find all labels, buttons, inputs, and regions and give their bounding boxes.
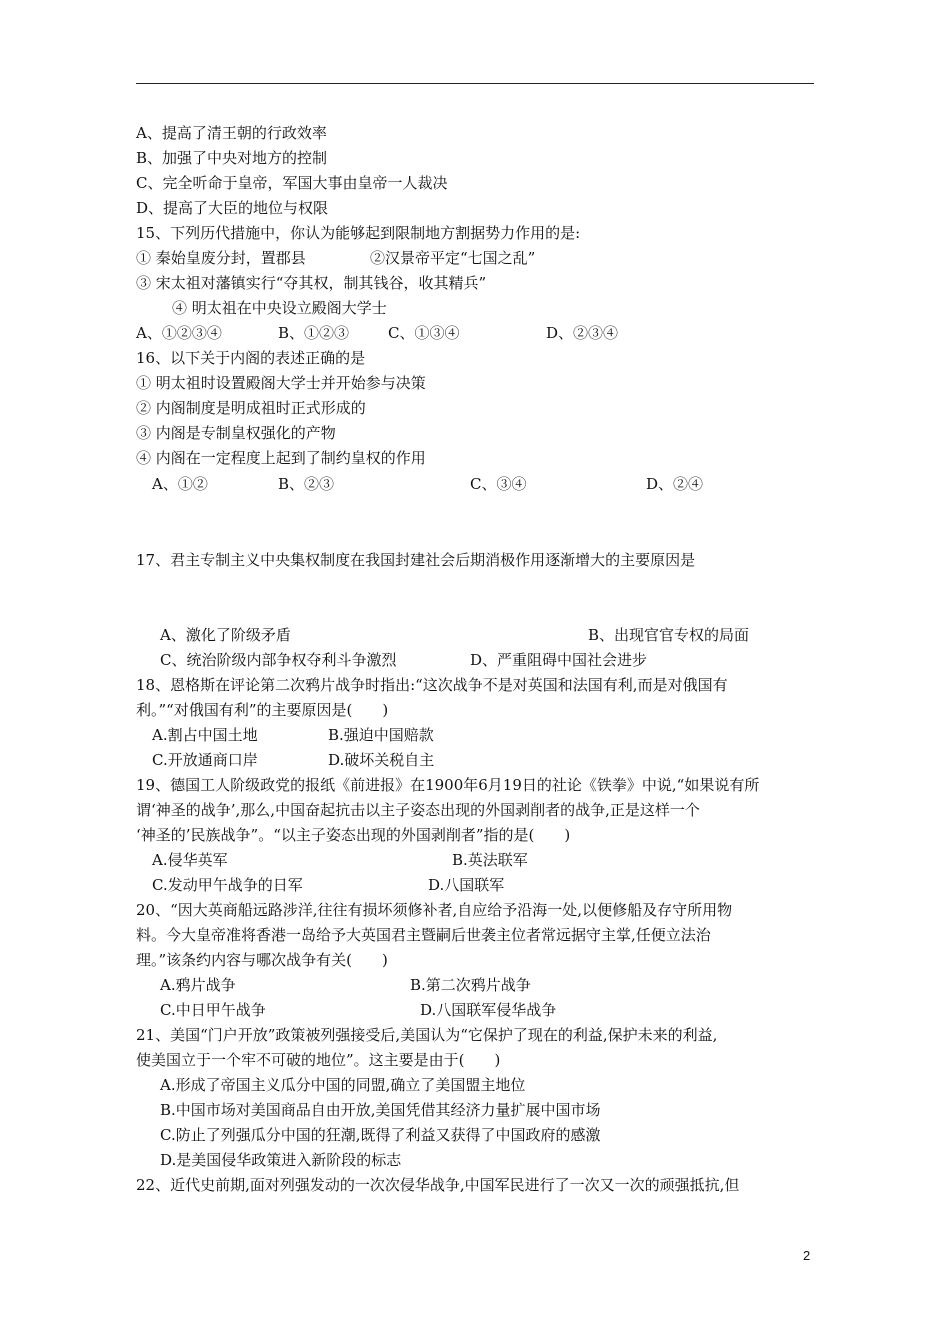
q18-option-d: D.破坏关税自主 <box>328 751 435 769</box>
q15-item-2: ②汉景帝平定“七国之乱” <box>370 249 536 267</box>
q21-option-c: C.防止了列强瓜分中国的狂潮,既得了利益又获得了中国政府的感激 <box>160 1126 601 1144</box>
q18-stem-line-1: 18、恩格斯在评论第二次鸦片战争时指出:“这次战争不是对英国和法国有利,而是对俄国有 <box>136 676 728 694</box>
q19-stem-line-1: 19、德国工人阶级政党的报纸《前进报》在1900年6月19日的社论《铁拳》中说,“如果说有所 <box>136 776 760 794</box>
q17-stem: 17、君主专制主义中央集权制度在我国封建社会后期消极作用逐渐增大的主要原因是 <box>136 551 696 569</box>
q21-stem-line-1: 21、美国“门户开放”政策被列强接受后,美国认为“它保护了现在的利益,保护未来的利益, <box>136 1026 718 1044</box>
q14-option-b: B、加强了中央对地方的控制 <box>136 149 328 167</box>
q18-stem-line-2: 利。”“对俄国有利”的主要原因是( ) <box>136 701 389 719</box>
q20-option-b: B.第二次鸦片战争 <box>410 976 531 994</box>
q17-option-b: B、出现官官专权的局面 <box>588 626 750 644</box>
q16-item-1: ① 明太祖时设置殿阁大学士并开始参与决策 <box>136 374 426 392</box>
q19-option-c: C.发动甲午战争的日军 <box>152 876 303 894</box>
q18-option-a: A.割占中国土地 <box>152 726 258 744</box>
q16-option-c: C、③④ <box>470 475 527 493</box>
q15-item-3: ③ 宋太祖对藩镇实行“夺其权，制其钱谷，收其精兵” <box>136 274 487 292</box>
q16-item-3: ③ 内阁是专制皇权强化的产物 <box>136 424 336 442</box>
q20-stem-line-1: 20、“因大英商船远路涉洋,往往有损坏须修补者,自应给予沿海一处,以便修船及存守所用物 <box>136 901 733 919</box>
q20-stem-line-2: 料。今大皇帝准将香港一岛给予大英国君主暨嗣后世袭主位者常远据守主掌,任便立法治 <box>136 926 711 944</box>
q14-option-a: A、提高了清王朝的行政效率 <box>136 124 327 142</box>
q19-option-d: D.八国联军 <box>428 876 505 894</box>
header-rule <box>136 83 814 84</box>
q16-item-4: ④ 内阁在一定程度上起到了制约皇权的作用 <box>136 449 426 467</box>
q15-option-a: A、①②③④ <box>136 324 222 342</box>
q16-option-b: B、②③ <box>278 475 335 493</box>
q21-option-a: A.形成了帝国主义瓜分中国的同盟,确立了美国盟主地位 <box>160 1076 526 1094</box>
q19-option-a: A.侵华英军 <box>152 851 228 869</box>
q18-option-b: B.强迫中国赔款 <box>328 726 434 744</box>
q15-item-4: ④ 明太祖在中央设立殿阁大学士 <box>172 299 387 317</box>
q16-stem: 16、以下关于内阁的表述正确的是 <box>136 349 366 367</box>
q14-option-d: D、提高了大臣的地位与权限 <box>136 199 329 217</box>
q21-option-d: D.是美国侵华政策进入新阶段的标志 <box>160 1151 402 1169</box>
q15-item-1: ① 秦始皇废分封，置郡县 <box>136 249 306 267</box>
q16-option-d: D、②④ <box>646 475 704 493</box>
q14-option-c: C、完全听命于皇帝，军国大事由皇帝一人裁决 <box>136 174 448 192</box>
q15-option-b: B、①②③ <box>278 324 350 342</box>
q17-option-a: A、激化了阶级矛盾 <box>160 626 291 644</box>
q16-item-2: ② 内阁制度是明成祖时正式形成的 <box>136 399 366 417</box>
q15-option-c: C、①③④ <box>388 324 460 342</box>
q21-option-b: B.中国市场对美国商品自由开放,美国凭借其经济力量扩展中国市场 <box>160 1101 601 1119</box>
q17-option-d: D、严重阻碍中国社会进步 <box>470 651 648 669</box>
q19-stem-line-3: ‘神圣的’民族战争”。“以主子姿态出现的外国剥削者”指的是( ) <box>136 826 571 844</box>
q20-option-d: D.八国联军侵华战争 <box>420 1001 557 1019</box>
page-number: 2 <box>803 1248 811 1263</box>
q16-option-a: A、①② <box>152 475 208 493</box>
q18-option-c: C.开放通商口岸 <box>152 751 258 769</box>
q19-option-b: B.英法联军 <box>452 851 528 869</box>
q15-stem: 15、下列历代措施中，你认为能够起到限制地方割据势力作用的是: <box>136 224 581 242</box>
q20-option-a: A.鸦片战争 <box>160 976 236 994</box>
q20-option-c: C.中日甲午战争 <box>160 1001 266 1019</box>
q19-stem-line-2: 谓‘神圣的战争’,那么,中国奋起抗击以主子姿态出现的外国剥削者的战争,正是这样一个 <box>136 801 700 819</box>
q20-stem-line-3: 理。”该条约内容与哪次战争有关( ) <box>136 951 388 969</box>
q15-option-d: D、②③④ <box>546 324 619 342</box>
q22-stem-line-1: 22、近代史前期,面对列强发动的一次次侵华战争,中国军民进行了一次又一次的顽强抵抗,但 <box>136 1176 740 1194</box>
q21-stem-line-2: 使美国立于一个牢不可破的地位”。这主要是由于( ) <box>136 1051 501 1069</box>
q17-option-c: C、统治阶级内部争权夺利斗争激烈 <box>160 651 397 669</box>
